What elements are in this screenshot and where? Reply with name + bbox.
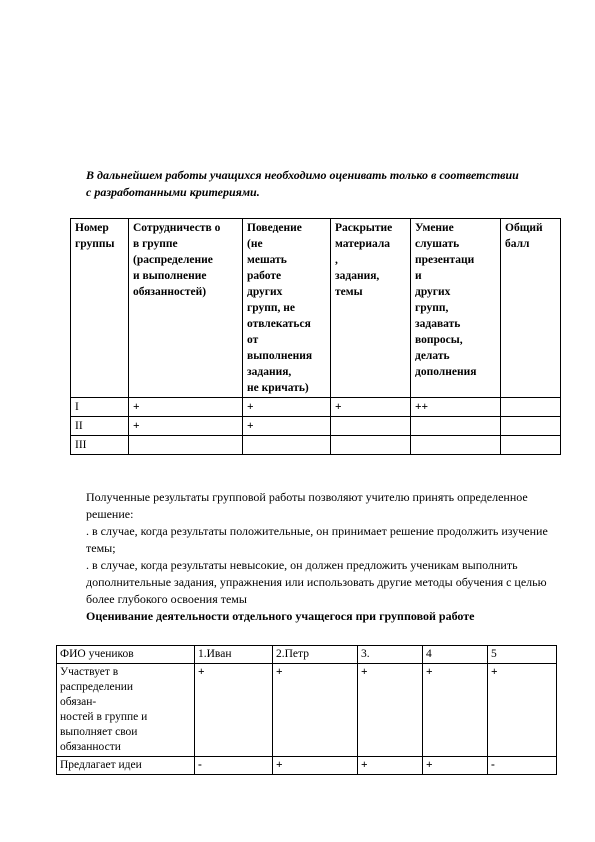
student-header-row (57, 646, 557, 664)
group-number-cell: II (71, 417, 129, 436)
score-cell: ++ (411, 398, 501, 417)
table-row (71, 436, 561, 455)
intro-text: В дальнейшем работы учащихся необходимо оценивать только в соответствии с разработанными критериями. (86, 168, 519, 199)
score-cell: - (488, 757, 557, 775)
results-positive-case: . в случае, когда результаты положительные, он принимает решение продолжить изучение темы; (86, 524, 548, 555)
header-student-3: 3. (358, 646, 423, 664)
score-cell (501, 417, 561, 436)
score-cell: + (129, 398, 243, 417)
score-cell (331, 417, 411, 436)
score-cell: + (358, 757, 423, 775)
group-number-cell: III (71, 436, 129, 455)
score-cell (331, 436, 411, 455)
table-row (57, 664, 557, 757)
section-heading: Оценивание деятельности отдельного учащегося при групповой работе (86, 609, 475, 623)
score-cell: + (273, 664, 358, 757)
header-student-2: 2.Петр (273, 646, 358, 664)
score-cell: + (273, 757, 358, 775)
results-intro: Полученные результаты групповой работы позволяют учителю принять определенное решение: (86, 490, 528, 521)
header-student-4: 4 (423, 646, 488, 664)
score-cell: + (195, 664, 273, 757)
score-cell: - (195, 757, 273, 775)
score-cell: + (358, 664, 423, 757)
score-cell (243, 436, 331, 455)
score-cell (501, 398, 561, 417)
header-student-5: 5 (488, 646, 557, 664)
score-cell (411, 436, 501, 455)
header-student-names: ФИО учеников (57, 646, 195, 664)
results-text-block (86, 489, 556, 625)
criterion-label: Предлагает идеи (57, 757, 195, 775)
score-cell: + (331, 398, 411, 417)
header-student-1: 1.Иван (195, 646, 273, 664)
score-cell: + (423, 664, 488, 757)
table-row (71, 417, 561, 436)
criterion-label: Участвует в распределении обязан- ностей в группе и выполняет свои обязанности (57, 664, 195, 757)
header-total-score: Общий балл (501, 219, 561, 398)
criteria-header-row (71, 219, 561, 398)
criteria-table (70, 218, 561, 455)
group-number-cell: I (71, 398, 129, 417)
score-cell (129, 436, 243, 455)
header-listening: Умение слушать презентаци и других групп, задавать вопросы, делать дополнения (411, 219, 501, 398)
table-row (71, 398, 561, 417)
score-cell: + (243, 417, 331, 436)
score-cell: + (488, 664, 557, 757)
table-row (57, 757, 557, 775)
score-cell (501, 436, 561, 455)
score-cell: + (423, 757, 488, 775)
results-negative-case: . в случае, когда результаты невысокие, он должен предложить ученикам выполнить дополнительные задания, упражнения или использовать другие методы обучения с целью более глубокого освоения темы (86, 558, 547, 606)
score-cell: + (129, 417, 243, 436)
score-cell (411, 417, 501, 436)
header-cooperation: Сотрудничеств о в группе (распределение и выполнение обязанностей) (129, 219, 243, 398)
student-table (56, 645, 557, 775)
header-group-number: Номер группы (71, 219, 129, 398)
score-cell: + (243, 398, 331, 417)
header-behavior: Поведение (не мешать работе других групп, не отвлекаться от выполнения задания, не кричать) (243, 219, 331, 398)
header-material: Раскрытие материала , задания, темы (331, 219, 411, 398)
